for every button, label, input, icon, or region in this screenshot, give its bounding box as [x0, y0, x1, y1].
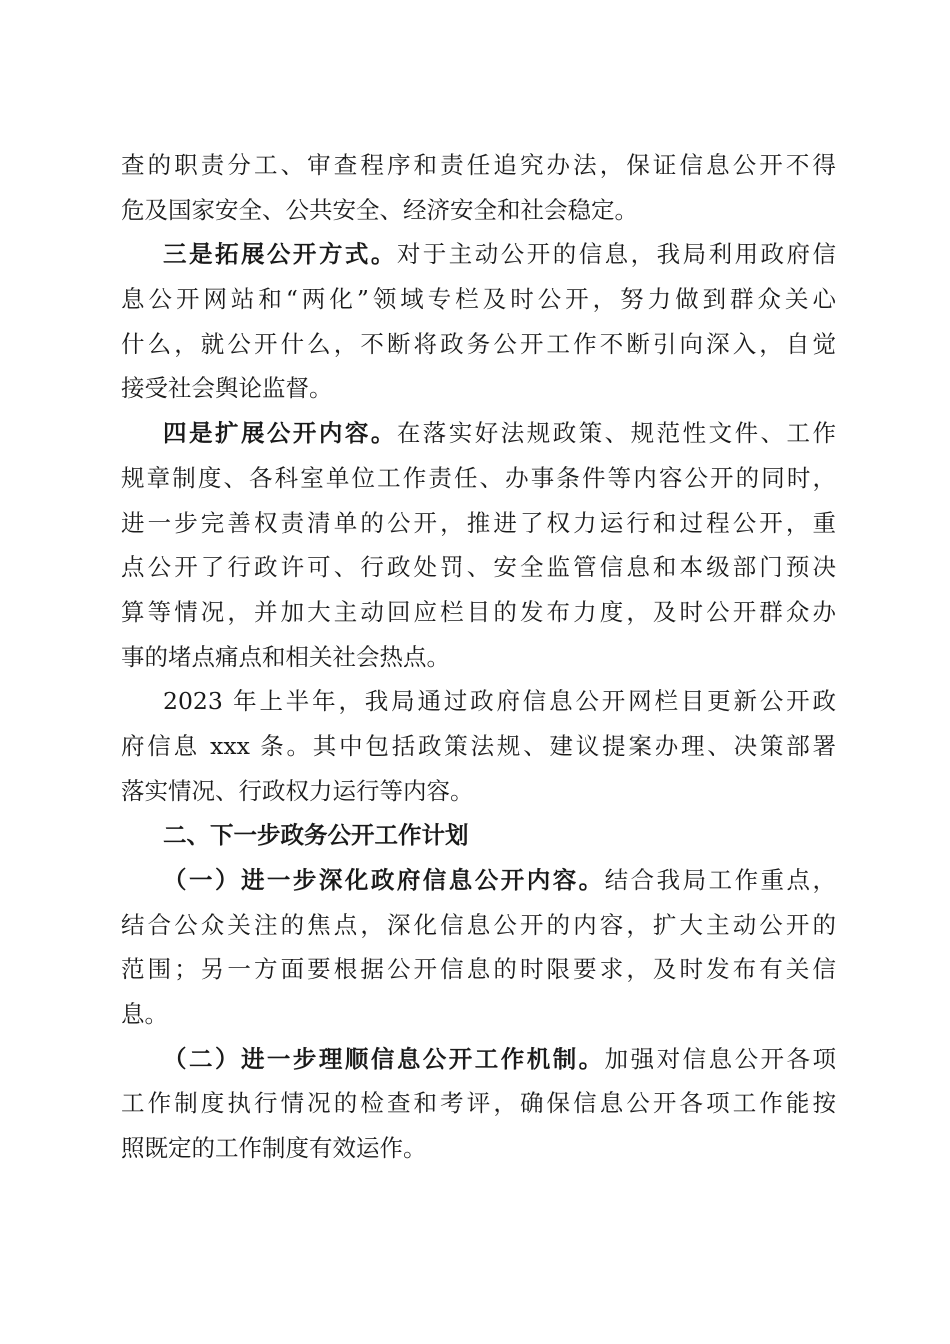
document-body — [121, 143, 836, 1171]
text-line: 接受社会舆论监督。 — [121, 374, 333, 403]
text-line: 进一步完善权责清单的公开，推进了权力运行和过程公开，重 — [121, 508, 836, 537]
text-line — [121, 232, 836, 277]
paragraph-lead: （一）进一步深化政府信息公开内容。 — [163, 866, 605, 894]
paragraph-lead: 四是扩展公开内容。 — [163, 419, 397, 448]
section-heading: 二、下一步政务公开工作计划 — [163, 821, 469, 850]
paragraph — [121, 679, 836, 813]
text-line: 照既定的工作制度有效运作。 — [121, 1134, 427, 1163]
paragraph-lead: （二）进一步理顺信息公开工作机制。 — [163, 1044, 605, 1073]
text-line — [121, 1037, 836, 1082]
text-line: 点公开了行政许可、行政处罚、安全监管信息和本级部门预决 — [121, 553, 836, 582]
paragraph — [121, 232, 836, 411]
text-span: 在落实好法规政策、规范性文件、工作 — [396, 419, 837, 448]
paragraph — [121, 143, 836, 232]
text-line: 落实情况、行政权力运行等内容。 — [121, 776, 474, 805]
paragraph — [121, 411, 836, 679]
text-line: 范围；另一方面要根据公开信息的时限要求，及时发布有关信 — [121, 955, 836, 984]
text-line — [121, 858, 836, 903]
text-line: 算等情况，并加大主动回应栏目的发布力度，及时公开群众办 — [121, 597, 836, 626]
text-line: 危及国家安全、公共安全、经济安全和社会稳定。 — [121, 195, 638, 224]
text-span: 对于主动公开的信息，我局利用政府信 — [396, 240, 837, 269]
text-line: 规章制度、各科室单位工作责任、办事条件等内容公开的同时， — [121, 463, 836, 492]
text-line — [121, 411, 836, 456]
text-line: 工作制度执行情况的检查和考评，确保信息公开各项工作能按 — [121, 1089, 836, 1118]
text-line: 府信息 xxx 条。其中包括政策法规、建议提案办理、决策部署 — [121, 731, 836, 760]
text-line: 结合公众关注的焦点，深化信息公开的内容，扩大主动公开的 — [121, 910, 836, 939]
text-line: 2023 年上半年，我局通过政府信息公开网栏目更新公开政 — [163, 687, 836, 716]
paragraph — [121, 1037, 836, 1171]
text-line: 查的职责分工、审查程序和责任追究办法，保证信息公开不得 — [121, 151, 836, 179]
text-span: 加强对信息公开各项 — [604, 1044, 837, 1073]
text-line: 息公开网站和“两化”领域专栏及时公开，努力做到群众关心 — [121, 285, 836, 314]
paragraph — [121, 858, 836, 1037]
paragraph-lead: 三是拓展公开方式。 — [163, 240, 397, 269]
section-heading-block — [121, 813, 836, 858]
text-line: 息。 — [121, 1000, 168, 1029]
text-line: 事的堵点痛点和相关社会热点。 — [121, 642, 450, 671]
text-line: 什么，就公开什么，不断将政务公开工作不断引向深入，自觉 — [121, 329, 836, 358]
text-span: 结合我局工作重点， — [604, 866, 837, 894]
